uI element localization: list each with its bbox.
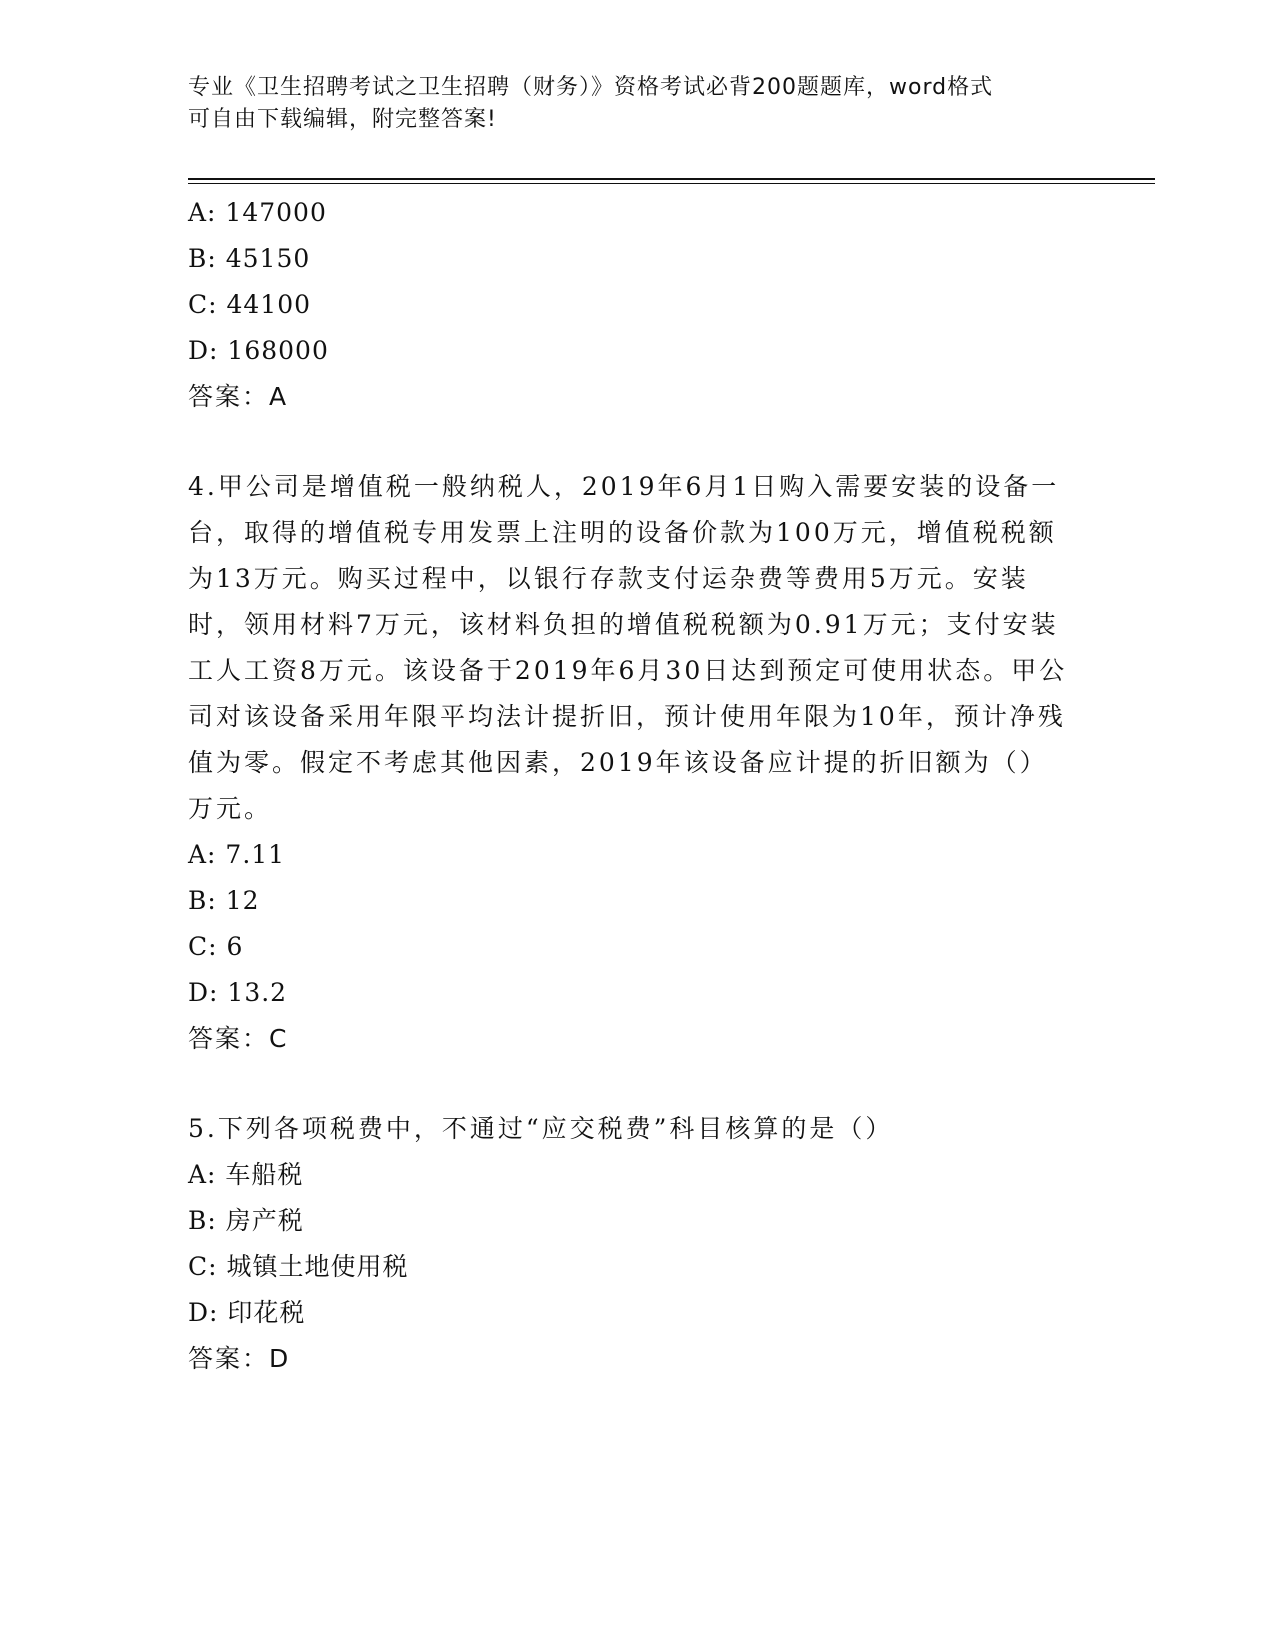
document-body bbox=[188, 190, 1088, 1382]
option-d: D: 13.2 bbox=[188, 978, 288, 1007]
option-d: D: 168000 bbox=[188, 336, 329, 365]
document-header bbox=[188, 72, 1068, 136]
option-b: B: 12 bbox=[188, 886, 260, 915]
option-a: A: 147000 bbox=[188, 198, 327, 227]
answer-label: 答案： bbox=[188, 382, 270, 411]
answer-line bbox=[188, 1336, 1088, 1382]
answer-line bbox=[188, 1016, 1088, 1062]
question-text: 5.下列各项税费中，不通过“应交税费”科目核算的是（） bbox=[188, 1114, 894, 1143]
question-3-block bbox=[188, 190, 1088, 420]
header-line-1: 专业《卫生招聘考试之卫生招聘（财务）》资格考试必背200题题库，word格式 bbox=[188, 75, 994, 100]
answer-label: 答案： bbox=[188, 1344, 270, 1373]
question-text: 4.甲公司是增值税一般纳税人，2019年6月1日购入需要安装的设备一台，取得的增值税专用发票上注明的设备价款为100万元，增值税税额为13万元。购买过程中，以银行存款支付运杂费等费用5万元。安装时，领用材料7万元，该材料负担的增值税税额为0.91万元；支付安装工人工资8万元。该设备于2019年6月30日达到预定可使用状态。甲公司对该设备采用年限平均法计提折旧，预计使用年限为10年，预计净残值为零。假定不考虑其他因素，2019年该设备应计提的折旧额为（）万元。 bbox=[188, 472, 1068, 823]
option-a: A: 车船税 bbox=[188, 1160, 304, 1189]
option-b: B: 45150 bbox=[188, 244, 311, 273]
option-a: A: 7.11 bbox=[188, 840, 286, 869]
answer-value: C bbox=[269, 1024, 287, 1053]
answer-label: 答案： bbox=[188, 1024, 270, 1053]
answer-value: A bbox=[269, 382, 287, 411]
question-5-block bbox=[188, 1106, 1088, 1382]
option-b: B: 房产税 bbox=[188, 1206, 304, 1235]
option-c: C: 44100 bbox=[188, 290, 312, 319]
question-4-block bbox=[188, 464, 1088, 1062]
option-c: C: 城镇土地使用税 bbox=[188, 1252, 409, 1281]
header-rule-thick bbox=[188, 178, 1155, 180]
option-d: D: 印花税 bbox=[188, 1298, 306, 1327]
answer-value: D bbox=[269, 1344, 289, 1373]
option-c: C: 6 bbox=[188, 932, 244, 961]
answer-line bbox=[188, 374, 1088, 420]
header-line-2: 可自由下载编辑，附完整答案! bbox=[188, 107, 497, 132]
header-rule-thin bbox=[188, 183, 1155, 184]
